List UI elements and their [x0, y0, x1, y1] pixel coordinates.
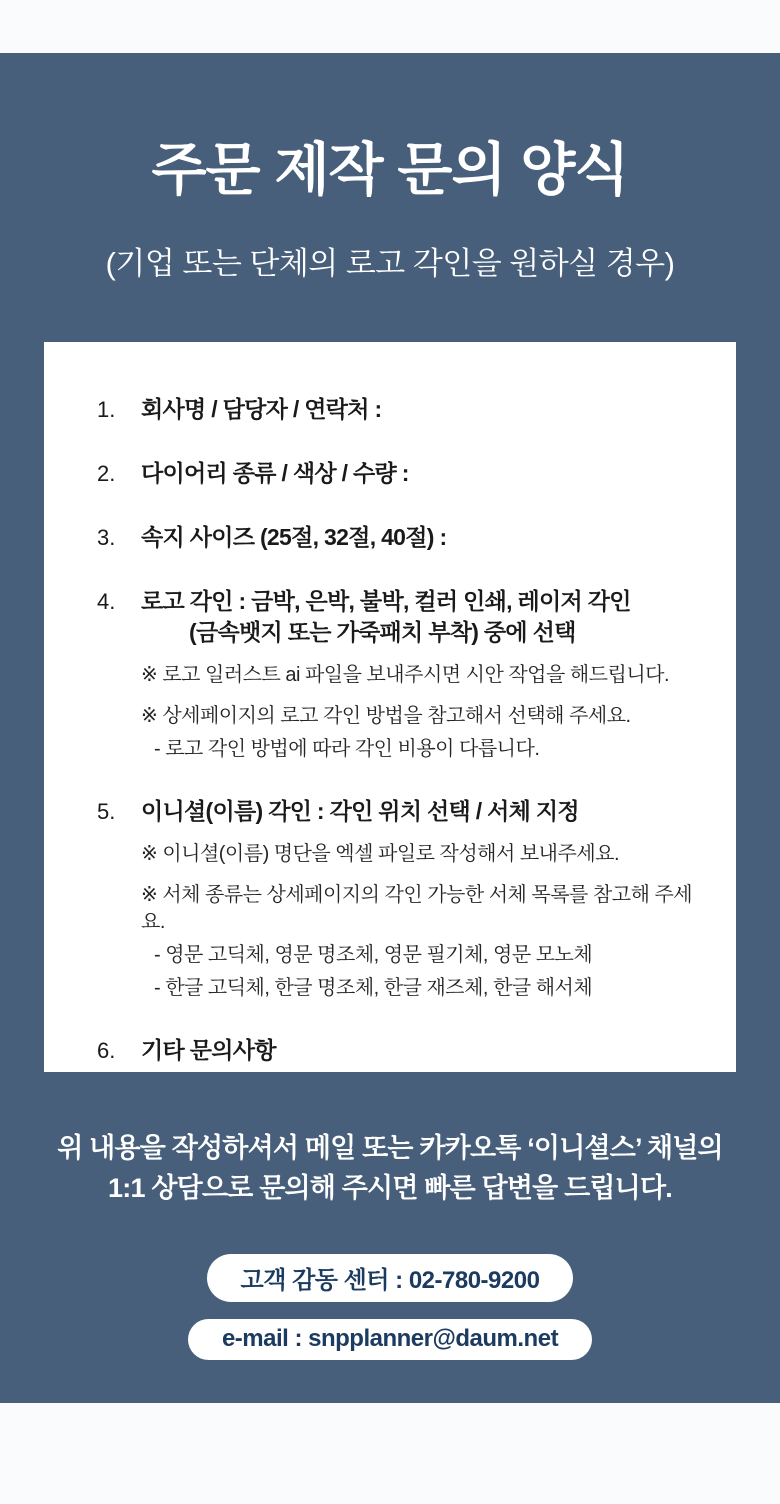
main-panel — [0, 53, 780, 1403]
item-number: 6. — [97, 1038, 116, 1064]
footer-message — [0, 1128, 780, 1208]
list-item-diary-type — [97, 458, 696, 489]
item-text: 로고 각인 : 금박, 은박, 불박, 컬러 인쇄, 레이저 각인 — [141, 588, 631, 615]
customer-center-phone-pill[interactable]: 고객 감동 센터 : 02-780-9200 — [207, 1254, 574, 1302]
list-item-other-inquiries — [97, 1035, 696, 1066]
top-margin-band — [0, 0, 780, 53]
item-text: 이니셜(이름) 각인 : 각인 위치 선택 / 서체 지정 — [141, 798, 579, 825]
page-title: 주문 제작 문의 양식 — [151, 138, 629, 202]
item-text: 회사명 / 담당자 / 연락처 : — [141, 396, 382, 423]
item-note-sub: - 로고 각인 방법에 따라 각인 비용이 다릅니다. — [154, 738, 540, 761]
item-number: 2. — [97, 461, 116, 487]
item-number: 1. — [97, 397, 116, 423]
form-card — [44, 342, 736, 1072]
item-text-line2: (금속뱃지 또는 가죽패치 부착) 중에 선택 — [189, 619, 576, 646]
list-item-logo-engraving — [97, 586, 696, 763]
item-note: ※ 로고 일러스트 ai 파일을 보내주시면 시안 작업을 해드립니다. — [141, 664, 670, 687]
item-note: ※ 서체 종류는 상세페이지의 각인 가능한 서체 목록를 참고해 주세요. — [141, 884, 693, 934]
item-number: 3. — [97, 525, 116, 551]
item-note: ※ 상세페이지의 로고 각인 방법을 참고해서 선택해 주세요. — [141, 705, 631, 728]
list-item-paper-size — [97, 522, 696, 553]
footer-message-line1: 위 내용을 작성하셔서 메일 또는 카카오톡 ‘이니셜스’ 채널의 — [57, 1133, 723, 1164]
item-note-sub: - 한글 고딕체, 한글 명조체, 한글 재즈체, 한글 해서체 — [154, 977, 593, 1000]
item-text: 속지 사이즈 (25절, 32절, 40절) : — [141, 524, 447, 551]
item-number: 5. — [97, 799, 116, 825]
item-text: 기타 문의사항 — [141, 1037, 276, 1064]
footer-message-line2: 1:1 상담으로 문의해 주시면 빠른 답변을 드립니다. — [108, 1173, 672, 1204]
list-item-company — [97, 394, 696, 425]
page-subtitle: (기업 또는 단체의 로고 각인을 원하실 경우) — [105, 245, 675, 281]
item-note: ※ 이니셜(이름) 명단을 엑셀 파일로 작성해서 보내주세요. — [141, 843, 620, 866]
item-text: 다이어리 종류 / 색상 / 수량 : — [141, 460, 409, 487]
list-item-initial-engraving — [97, 796, 696, 1002]
item-number: 4. — [97, 589, 116, 615]
item-note-sub: - 영문 고딕체, 영문 명조체, 영문 필기체, 영문 모노체 — [154, 944, 593, 967]
email-contact-pill[interactable]: e-mail : snpplanner@daum.net — [188, 1319, 592, 1360]
